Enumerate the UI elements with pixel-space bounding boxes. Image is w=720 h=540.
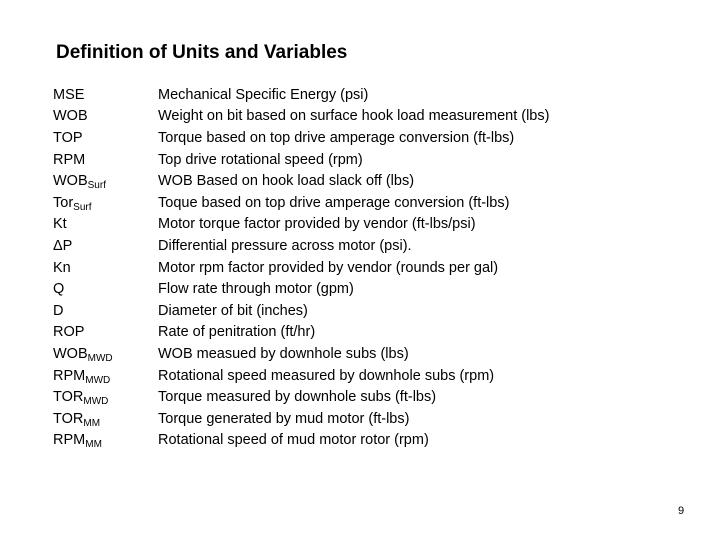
variable-definition: Rotational speed measured by downhole subs (rpm) [158,367,495,384]
variable-row [53,322,693,344]
variable-subscript: MWD [83,396,109,408]
variable-abbreviation [53,432,158,451]
variable-abbreviation [53,238,158,254]
variable-definition: Flow rate through motor (gpm) [158,281,354,298]
variable-abbreviation [53,152,158,168]
variable-symbol: Tor [53,194,74,211]
variable-symbol: ΔP [53,237,73,254]
variable-symbol: WOB [53,173,88,190]
variable-row [53,84,693,106]
variable-definition: Toque based on top drive amperage conversion (ft-lbs) [158,194,510,211]
variable-abbreviation [53,368,158,384]
variable-symbol: MSE [53,86,85,103]
variable-row [53,170,693,192]
variable-symbol: ROP [53,324,85,341]
variable-symbol: RPM [53,432,86,449]
variable-abbreviation [53,173,158,192]
variable-row [53,430,693,452]
variable-abbreviation [53,303,158,319]
variable-abbreviation [53,324,158,340]
variable-row [53,257,693,279]
variable-definition: Weight on bit based on surface hook load measurement (lbs) [158,108,550,125]
variable-row [53,149,693,171]
variable-row [53,192,693,214]
variable-row [53,214,693,236]
variable-symbol: WOB [53,108,88,125]
variable-definition: Torque generated by mud motor (ft-lbs) [158,410,410,427]
variable-abbreviation [53,216,158,232]
variables-list [53,84,693,451]
variable-symbol: D [53,302,64,319]
variable-abbreviation [53,411,158,427]
variable-abbreviation [53,281,158,297]
variable-definition: Diameter of bit (inches) [158,302,308,319]
variable-symbol: Kn [53,259,71,276]
variable-abbreviation [53,389,158,408]
variable-definition: Torque based on top drive amperage conversion (ft-lbs) [158,129,515,146]
variable-row [53,278,693,300]
variable-definition: Rate of penitration (ft/hr) [158,324,316,341]
variable-definition: Motor rpm factor provided by vendor (rounds per gal) [158,259,499,276]
variable-subscript: Surf [87,180,106,192]
variable-abbreviation [53,195,158,211]
variable-definition: Mechanical Specific Energy (psi) [158,86,369,103]
variable-row [53,235,693,257]
variable-definition: WOB Based on hook load slack off (lbs) [158,173,415,190]
variable-subscript: MM [83,417,101,429]
variable-symbol: RPM [53,151,86,168]
variable-row [53,365,693,387]
variable-symbol: TOP [53,129,83,146]
variable-definition: Differential pressure across motor (psi). [158,237,412,254]
variable-abbreviation [53,108,158,124]
variable-row [53,408,693,430]
variable-row [53,300,693,322]
variable-definition: Top drive rotational speed (rpm) [158,151,363,168]
variable-abbreviation [53,87,158,103]
page-title: Definition of Units and Variables [56,42,348,63]
variable-definition: Rotational speed of mud motor rotor (rpm) [158,432,429,449]
variable-abbreviation [53,130,158,146]
page-number: 9 [678,505,685,517]
variable-abbreviation [53,346,158,362]
variable-row [53,386,693,408]
variable-symbol: Q [53,281,65,298]
variable-row [53,343,693,365]
variable-subscript: MM [85,439,102,451]
variable-subscript: Surf [73,201,92,213]
variable-subscript: MWD [87,352,113,364]
variable-row [53,127,693,149]
variable-symbol: TOR [53,410,84,427]
variable-symbol: RPM [53,367,86,384]
variable-row [53,106,693,128]
variable-subscript: MWD [85,374,111,386]
variable-abbreviation [53,260,158,276]
variable-symbol: Kt [53,216,67,233]
variable-definition: Torque measured by downhole subs (ft-lbs) [158,389,437,406]
variable-definition: WOB measued by downhole subs (lbs) [158,345,409,362]
variable-symbol: TOR [53,389,84,406]
variable-definition: Motor torque factor provided by vendor (ft-lbs/psi) [158,216,476,233]
variable-symbol: WOB [53,345,88,362]
